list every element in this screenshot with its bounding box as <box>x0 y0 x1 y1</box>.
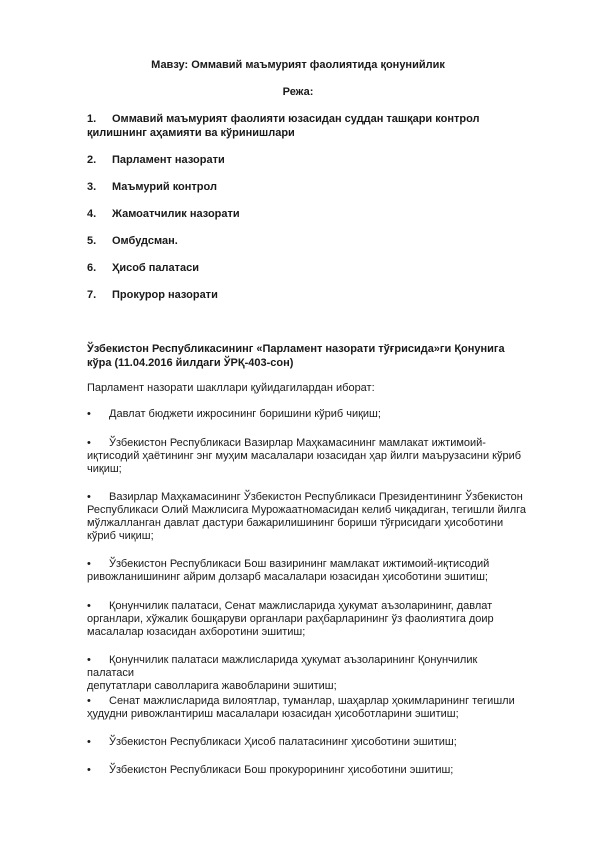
bullet-line <box>87 517 527 530</box>
bullet-text: Қонунчилик палатаси, Сенат мажлисларида ҳукумат аъзоларининг, давлат <box>109 600 493 612</box>
bullet-text: Қонунчилик палатаси мажлисларида ҳукумат аъзоларининг Қонунчилик палатаси <box>87 654 478 679</box>
plan-item <box>87 261 527 275</box>
plan-item-text: Прокурор назорати <box>112 289 218 301</box>
plan-item-text: Жамоатчилик назорати <box>112 208 240 220</box>
plan-item-number: 3. <box>87 181 97 193</box>
bullet-text: Ўзбекистон Республикаси Бош вазирининг мамлакат ижтимоий-иқтисодий <box>109 558 490 570</box>
bullet-text: чиқиш; <box>87 463 122 475</box>
bullet-line <box>87 571 527 584</box>
bullet-text: Вазирлар Маҳкамасининг Ўзбекистон Республикаси Президентининг Ўзбекистон <box>109 491 523 503</box>
plan-item-number: 6. <box>87 262 97 274</box>
plan-item-continuation: қилишнинг аҳамияти ва кўринишлари <box>87 127 295 139</box>
bullet-line <box>87 708 527 721</box>
section-heading-line: Ўзбекистон Республикасининг «Парламент назорати тўғрисида»ги Қонунига <box>87 343 505 355</box>
bullet-line <box>87 437 527 450</box>
bullet-line <box>87 408 527 421</box>
bullet-text: кўриб чиқиш; <box>87 530 154 542</box>
plan-item <box>87 153 527 167</box>
bullet-icon: • <box>87 654 91 666</box>
bullet-line <box>87 736 527 749</box>
section-heading-line: кўра (11.04.2016 йилдаги ЎРҚ-403-сон) <box>87 357 294 369</box>
bullet-line <box>87 626 527 639</box>
plan-heading: Режа: <box>282 86 314 98</box>
bullet-text: ривожланишининг айрим долзарб масалалари юзасидан ҳисоботини эшитиш; <box>87 571 488 583</box>
plan-item <box>87 234 527 248</box>
bullet-text: Ўзбекистон Республикаси Ҳисоб палатасининг ҳисоботини эшитиш; <box>109 736 457 748</box>
document-title: Мавзу: Оммавий маъмурият фаолиятида қонунийлик <box>151 59 445 71</box>
bullet-item <box>87 764 527 777</box>
bullet-line <box>87 600 527 613</box>
plan-item-text: Маъмурий контрол <box>112 181 217 193</box>
bullet-line <box>87 463 527 476</box>
bullet-text: мўлжалланган давлат дастури бажарилишининг бориши тўғрисидаги ҳисоботини <box>87 517 504 529</box>
bullet-icon: • <box>87 437 91 449</box>
bullet-text: масалалар юзасидан ахборотини эшитиш; <box>87 626 306 638</box>
bullet-text: иқтисодий ҳаётининг энг муҳим масалалари юзасидан ҳар йилги маърузасини кўриб <box>87 450 522 462</box>
plan-item-number: 1. <box>87 113 97 125</box>
bullet-text: Ўзбекистон Республикаси Бош прокурорининг ҳисоботини эшитиш; <box>109 764 454 776</box>
bullet-icon: • <box>87 764 91 776</box>
bullet-item <box>87 600 527 639</box>
plan-list <box>87 112 527 140</box>
bullet-item <box>87 558 527 584</box>
plan-item-number: 4. <box>87 208 97 220</box>
bullet-item <box>87 736 527 749</box>
section-heading <box>87 342 527 370</box>
bullet-icon: • <box>87 736 91 748</box>
plan-item <box>87 288 527 302</box>
bullet-icon: • <box>87 491 91 503</box>
bullet-item <box>87 437 527 476</box>
bullet-line <box>87 504 527 517</box>
bullet-line <box>87 654 527 680</box>
plan-item <box>87 112 527 126</box>
bullet-icon: • <box>87 558 91 570</box>
bullet-text: Республикаси Олий Мажлисига Мурожаатномасидан келиб чиқадиган, тегишли йилга <box>87 504 527 516</box>
bullet-line <box>87 530 527 543</box>
intro-text: Парламент назорати шакллари қуйидагилардан иборат: <box>87 382 375 394</box>
bullet-text: органлари, хўжалик бошқаруви органлари раҳбарларининг ўз фаолиятига доир <box>87 613 494 625</box>
plan-item-text: Оммавий маъмурият фаолияти юзасидан суддан ташқари контрол <box>112 113 480 125</box>
bullet-line <box>87 491 527 504</box>
bullet-text: Ўзбекистон Республикаси Вазирлар Маҳкамасининг мамлакат ижтимоий- <box>109 437 486 449</box>
bullet-line <box>87 613 527 626</box>
plan-item-text: Парламент назорати <box>112 154 225 166</box>
bullet-line <box>87 680 527 693</box>
bullet-text: депутатлари саволларига жавобларини эшитиш; <box>87 680 337 692</box>
bullet-line <box>87 695 527 708</box>
bullet-icon: • <box>87 600 91 612</box>
bullet-item <box>87 695 527 721</box>
bullet-text: Сенат мажлисларида вилоятлар, туманлар, шаҳарлар ҳокимларининг тегишли <box>109 695 515 707</box>
bullet-item <box>87 491 527 543</box>
plan-item-text: Ҳисоб палатаси <box>112 262 200 274</box>
bullet-item <box>87 408 527 421</box>
bullet-line <box>87 450 527 463</box>
plan-item-text: Омбудсман. <box>112 235 178 247</box>
plan-item-number: 2. <box>87 154 97 166</box>
bullet-item <box>87 654 527 693</box>
bullet-line <box>87 764 527 777</box>
bullet-icon: • <box>87 408 91 420</box>
bullet-text: ҳудудни ривожлантириш масалалари юзасидан ҳисоботларини эшитиш; <box>87 708 459 720</box>
plan-item <box>87 180 527 194</box>
plan-item-number: 5. <box>87 235 97 247</box>
bullet-icon: • <box>87 695 91 707</box>
bullet-line <box>87 558 527 571</box>
plan-item <box>87 207 527 221</box>
plan-item-number: 7. <box>87 289 97 301</box>
bullet-text: Давлат бюджети ижросининг боришини кўриб чиқиш; <box>109 408 381 420</box>
